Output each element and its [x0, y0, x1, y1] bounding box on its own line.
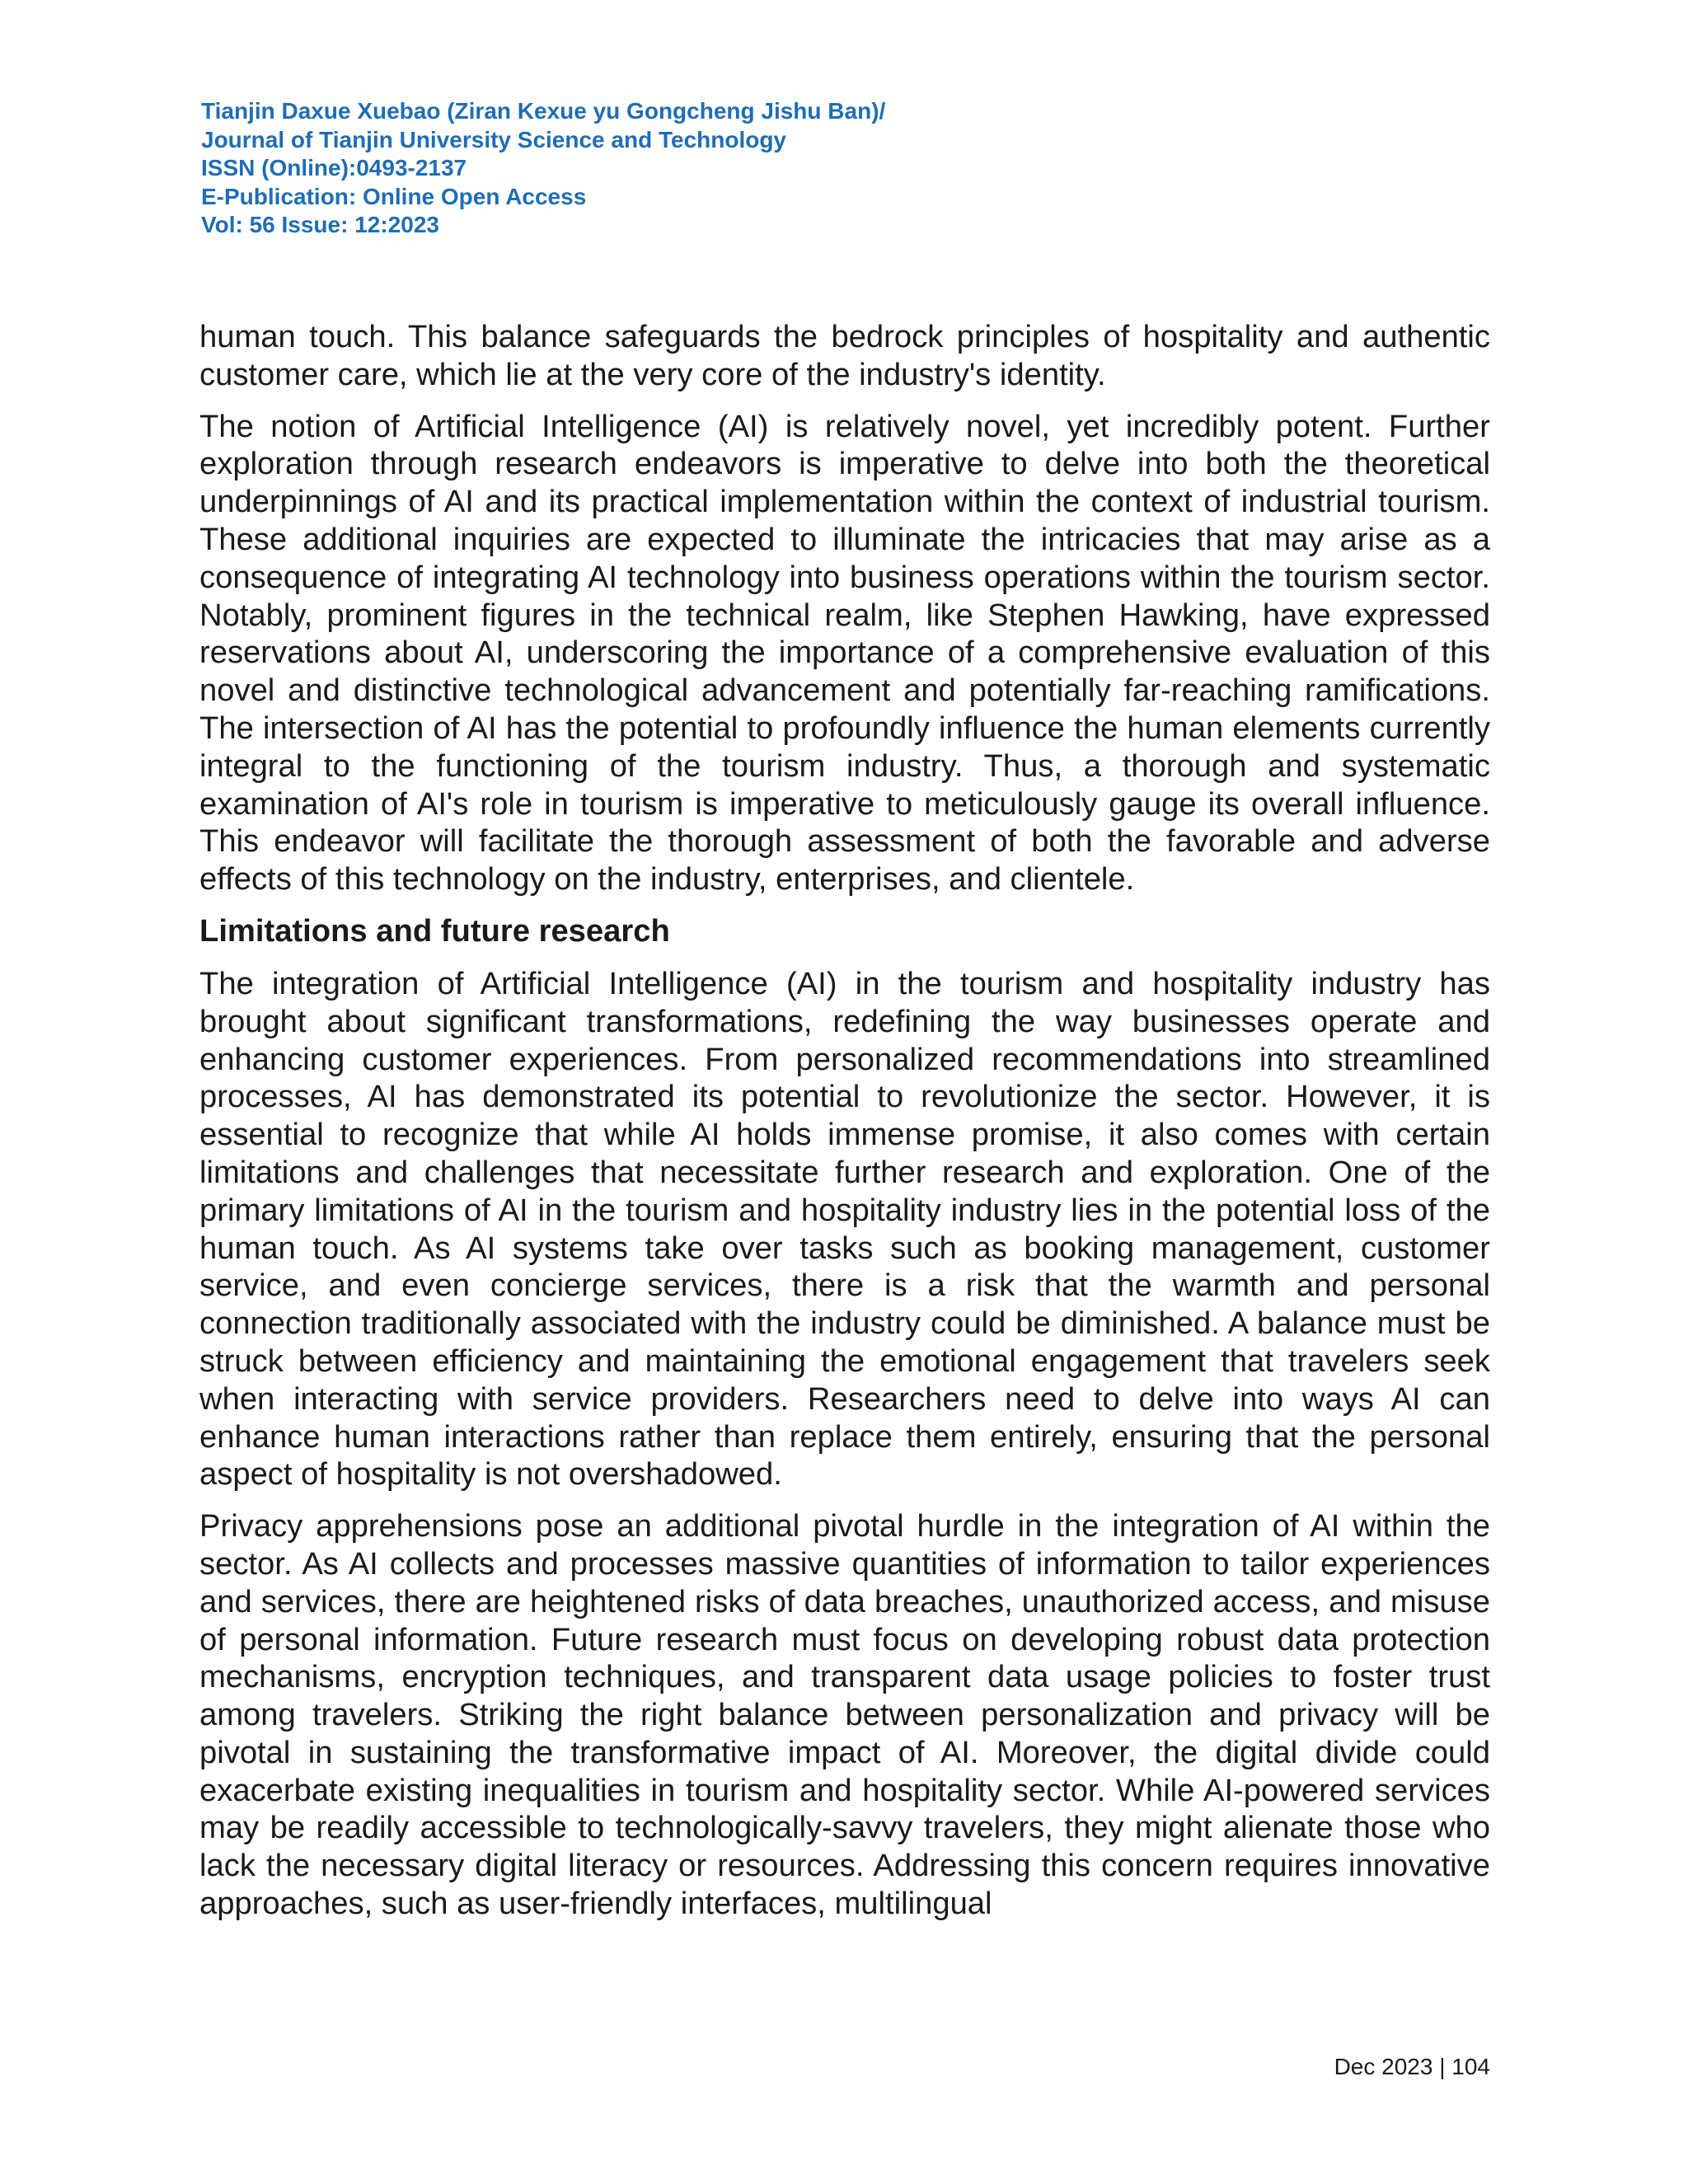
journal-header	[201, 97, 1190, 240]
paragraph-privacy: Privacy apprehensions pose an additional pivotal hurdle in the integration of AI within the sector. As AI collects and processes massive quantities of information to tailor experiences and services, there are heightened risks of data breaches, unauthorized access, and misuse of personal information. Future research must focus on developing robust data protection mechanisms, encryption techniques, and transparent data usage policies to foster trust among travelers. Striking the right balance between personalization and privacy will be pivotal in sustaining the transformative impact of AI. Moreover, the digital divide could exacerbate existing inequalities in tourism and hospitality sector. While AI-powered services may be readily accessible to technologically-savvy travelers, they might alienate those who lack the necessary digital literacy or resources. Addressing this concern requires innovative approaches, such as user-friendly interfaces, multilingual	[199, 1508, 1490, 1922]
journal-title-line: Tianjin Daxue Xuebao (Ziran Kexue yu Gongcheng Jishu Ban)/	[201, 98, 886, 124]
article-body	[199, 318, 1490, 1937]
paragraph-continuation: human touch. This balance safeguards the bedrock principles of hospitality and authentic customer care, which lie at the very core of the industry's identity.	[199, 319, 1490, 392]
section-heading: Limitations and future research	[199, 912, 670, 949]
journal-issn: ISSN (Online):0493-2137	[201, 155, 467, 180]
paragraph-integration-limitations: The integration of Artificial Intelligence (AI) in the tourism and hospitality industry has brought about significant transformations, redefining the way businesses operate and enhancing customer experiences. From personalized recommendations into streamlined processes, AI has demonstrated its potential to revolutionize the sector. However, it is essential to recognize that while AI holds immense promise, it also comes with certain limitations and challenges that necessitate further research and exploration. One of the primary limitations of AI in the tourism and hospitality industry lies in the potential loss of the human touch. As AI systems take over tasks such as booking management, customer service, and even concierge services, there is a risk that the warmth and personal connection traditionally associated with the industry could be diminished. A balance must be struck between efficiency and maintaining the emotional engagement that travelers seek when interacting with service providers. Researchers need to delve into ways AI can enhance human interactions rather than replace them entirely, ensuring that the personal aspect of hospitality is not overshadowed.	[199, 965, 1490, 1493]
journal-volume-issue: Vol: 56 Issue: 12:2023	[201, 212, 439, 237]
paragraph-ai-notion: The notion of Artificial Intelligence (AI) is relatively novel, yet incredibly potent. Further exploration through research endeavors is imperative to delve into both the theoretical underpinnings of AI and its practical implementation within the context of industrial tourism. These additional inquiries are expected to illuminate the intricacies that may arise as a consequence of integrating AI technology into business operations within the tourism sector. Notably, prominent figures in the technical realm, like Stephen Hawking, have expressed reservations about AI, underscoring the importance of a comprehensive evaluation of this novel and distinctive technological advancement and potentially far-reaching ramifications. The intersection of AI has the potential to profoundly influence the human elements currently integral to the functioning of the tourism industry. Thus, a thorough and systematic examination of AI's role in tourism is imperative to meticulously gauge its overall influence. This endeavor will facilitate the thorough assessment of both the favorable and adverse effects of this technology on the industry, enterprises, and clientele.	[199, 408, 1490, 898]
journal-publication-type: E-Publication: Online Open Access	[201, 183, 587, 209]
page-number-footer: Dec 2023 | 104	[1334, 2054, 1490, 2079]
journal-english-title: Journal of Tianjin University Science and Technology	[201, 126, 787, 152]
